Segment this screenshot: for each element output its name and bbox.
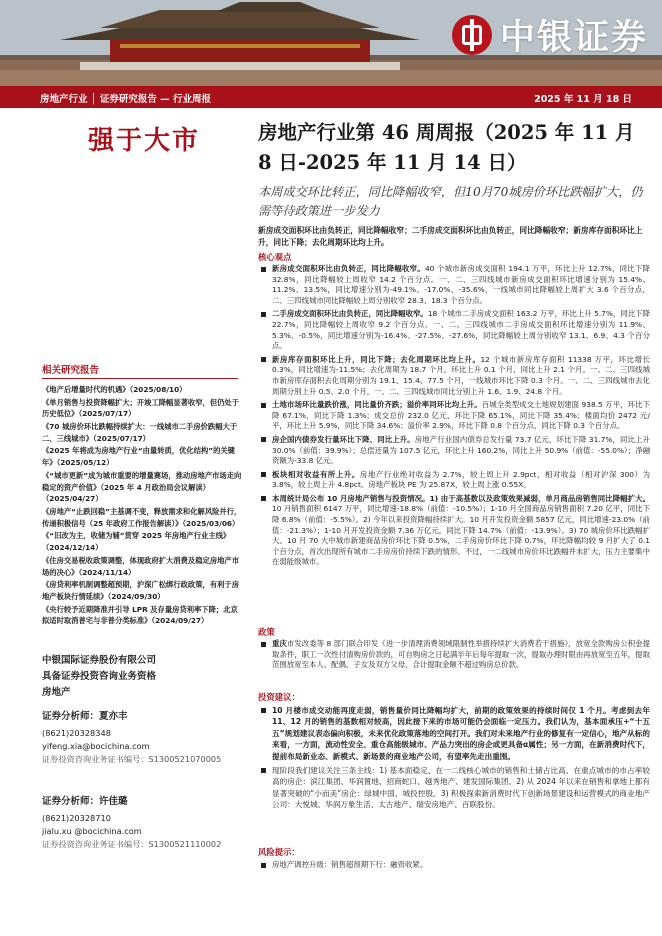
related-report-item[interactable]: 《单月销售与投资降幅扩大；开竣工降幅显著收窄，但仍处于历史低位》（2025/07/17） — [42, 397, 240, 419]
bullet-lead: 二手房成交面积环比由负转正，同比降幅收窄。 — [272, 309, 428, 319]
bullet-lead: 新房库存面积环比上升，同比下降；去化周期环比均上升。 — [272, 354, 481, 364]
bullet-text: 12 个城市新房库存面积 11338 万平，环比增长 0.3%，同比增速为-11.5%；去化周期为 18.7 个月，环比上升 0.1 个月，同比上升 2.1 个月。一、二、三四线城市新房库存面积去化周期分别为 19.1、15.4、77.5 个月，一线城市环比下降 0.3 个月。一、二、三四线城市去化周期分别上升 0.5、2.0 个月，一、二、三四线城市同比分别上升 1.6、1.9、24.8 个月。 — [272, 354, 650, 396]
related-reports-heading: 相关研究报告 — [42, 362, 238, 379]
company-name: 中银国际证券股份有限公司 — [42, 655, 157, 666]
related-report-item[interactable]: 《住房交易税收政策调整，体现政府扩大消费及稳定房地产市场的决心》（2024/11/14） — [42, 555, 240, 577]
analyst-name: 证券分析师：夏亦丰 — [42, 711, 128, 722]
related-report-item[interactable]: 《地产后增量时代的机遇》（2025/08/10） — [42, 385, 187, 394]
bullet-text: 房地产调控升级：销售超预期下行：融资收紧。 — [272, 860, 428, 869]
rating-stamp: 强于大市 — [88, 126, 201, 156]
related-report-item[interactable]: 《70 城房价环比跌幅持续扩大：一线城市二手房价跌幅大于二、三线城市》（2025/07/17） — [42, 421, 238, 443]
bullet-text: 18 个城市二手房成交面积 163.2 万平，环比上升 5.7%，同比下降 22.7%，同比降幅较上周收窄 9.2 个百分点。一、二、三四线城市二手房成交面积环比增速分别为 11.9%、5.3%、-0.5%，同比增速分别为-16.4%、-27.5%、-27.6%，同比降幅较上周分别收窄 13.1、6.9、4.3 个百分点。 — [272, 309, 650, 351]
list-item — [258, 435, 650, 467]
analyst-name: 证券分析师：许佳璐 — [42, 796, 128, 807]
list-item — [258, 309, 650, 351]
sidebar — [30, 108, 243, 936]
related-report-item[interactable]: 《央行较予近期降准并引导 LPR 及存量房贷利率下降；北京拟适时取消普宅与非普分类标准》（2024/09/27） — [42, 604, 238, 626]
bullet-lead: 板块相对收益有所上升。 — [272, 469, 360, 479]
list-item — [258, 400, 650, 432]
related-report-item[interactable]: 《2025 年将成为房地产行业“由量转质，优化结构”的关键年》（2025/05/12） — [42, 446, 235, 468]
list-item — [258, 765, 650, 811]
related-reports-list — [42, 384, 242, 628]
sector-name: 房地产 — [42, 687, 71, 698]
bullet-text: 市发改委等 8 部门联合印发《进一步清理消费领域限制性举措持续扩大消费若干措施》，放宽全款购房公积金提取条件，职工一次性付清购房价款的，可自购房之日起满半年后每年提取一次，提取办理时限由再放宽至五年，提取范围放宽至本人、配偶、子女及双方父母，合计提取金额不超过购房总价款。 — [272, 639, 650, 670]
report-date: 2025 年 11 月 18 日 — [534, 94, 632, 105]
analyst-email[interactable]: jialu.xu @bocichina.com — [42, 826, 142, 836]
analyst-card — [42, 795, 247, 851]
list-item — [258, 264, 650, 306]
company-info — [42, 653, 242, 701]
related-report-item[interactable]: 《房地产“止跌回稳”主基调不变，释放需求和化解风险并行，传递积极信号（25 年政府工作报告解读）》（2025/03/06） — [42, 506, 242, 528]
list-item — [258, 639, 650, 671]
bullet-lead: 房企国内债券发行量环比下降、同比上升。 — [272, 434, 415, 444]
related-report-item[interactable]: 《“城市更新”成为城市重要的增量赛场，推动房地产市场走向稳定的资产价值》（2025 年 4 月政治局会议解读）（2025/04/27） — [42, 470, 242, 504]
related-report-item[interactable]: 《房贷利率机制调整超预期，沪深广松绑行政政策，有利于房地产板块行情延续》（2024/09/30） — [42, 580, 240, 601]
analyst-phone: (8621)20328348 — [42, 728, 111, 738]
bullet-text: 现阶段我们建议关注三条主线：1) 基本面稳定、在一二线核心城市的销售和土储占比高、在重点城市的市占率较高的房企：滨江集团、华润置地、招商蛇口、越秀地产、建发国际集团。2) 从 2024 年以来在销售和拿地上都有显著突破的“小而美”房企：绿城中国、城投控股。3) 积极探索新消费时代下创新场景建设和运营模式的商业地产公司：大悦城、华润万象生活、太古地产、瑞安房地产、百联股份。 — [272, 766, 650, 810]
section-heading-core: 核心观点 — [258, 252, 292, 262]
list-item — [258, 494, 650, 568]
page-title: 房地产行业第 46 周周报（2025 年 11 月 8 日-2025 年 11 月 14 日） — [258, 121, 635, 174]
related-report-item[interactable]: 《“旧改为主，收储为辅”贯穿 2025 年房地产行业主线》（2024/12/14） — [42, 531, 231, 553]
bullet-text: 10 月销售面积 6147 万平，同比增速-18.8%（前值：-10.5%）；1-10 月全国商品房销售面积 7.20 亿平，同比下降 6.8%（前值：-5.5%）。2) 今年以来投资降幅持续扩大。10 月开发投资金额 5857 亿元，同比增速-23.0%（前值：-21.3%）；1-10 月开发投资金额 7.36 万亿元，同比下降 14.7%（前值：-13.9%）。3) 70 城房价环比跌幅扩大。10 月 70 大中城市新建商品房价环比下降 0.5%，二手房房价环比下降 0.7%，环比降幅均较 9 月扩大了 0.1 个百分点，首次出现所有城市二手房房价持续下跌的情形。不过，一二线城市房价环比跌幅并未扩大，压力主要集中在弱能级城市。 — [272, 504, 650, 567]
analyst-email[interactable]: yifeng.xia@bocichina.com — [42, 741, 150, 751]
bullet-text: 房地产行业绝对收益为 2.7%，较上周上升 2.9pct，相对收益（相对沪深 300）为 3.8%，较上周上升 4.8pct。房地产板块 PE 为 25.87X，较上周上涨 0.55X。 — [272, 469, 650, 490]
list-item — [258, 355, 650, 397]
section-heading-advice: 投资建议： — [258, 692, 300, 702]
bullet-lead: 10 月楼市成交动能再度走弱，销售量价同比降幅均扩大，前期的政策效果的持续时间仅 1 个月。考虑到去年 11、12 月的销售的基数相对较高，因此接下来的市场可能仍会面临一定压力。我们认为，基本面承压+“十五五”规划建议表态偏向积极，未来优化政策落地的空间打开。我们对未来地产行业的修复有一定信心，地产从标的来看，一方面，流动性安全、重仓高能级城市、产品力突出的房企或更具备α属性；另一方面，在新消费时代下，提前布局新业态、新模式、新场景的商业地产公司，有望率先走出重围。 — [272, 706, 650, 761]
bullet-lead: 本周统计局公布 10 月房地产销售与投资情况。1) 由于高基数以及政策效果减弱，单月商品房销售同比降幅扩大。 — [272, 493, 650, 503]
core-points-list — [258, 264, 650, 571]
bullet-lead: 土地市场环比量跌价涨，同比量价齐跌；溢价率同环比均上升。 — [272, 400, 482, 410]
bullet-text: 百城全类型成交土地规划建面 938.5 万平，环比下降 67.1%，同比下降 1.3%；成交总价 232.0 亿元，环比下降 65.1%，同比下降 35.4%；楼面均价 2472 元/平，环比上升 5.9%，同比下降 34.6%；溢价率 2.9%，环比下降 0.8 个百分点，同比下降 0.3 个百分点。 — [272, 400, 651, 431]
company-logo — [452, 10, 648, 60]
policy-points-list — [258, 639, 650, 674]
analyst-cert: 证券投资咨询业务证书编号：S1300521110002 — [42, 839, 222, 849]
header-banner — [0, 0, 662, 86]
analyst-card — [42, 710, 247, 766]
section-heading-policy: 政策 — [258, 627, 275, 637]
analyst-cert: 证券投资咨询业务证书编号：S1300521070005 — [42, 754, 222, 764]
boc-logo-icon — [452, 15, 492, 55]
list-item — [258, 860, 650, 871]
risk-points-list — [258, 860, 650, 874]
list-item — [258, 705, 650, 762]
report-header-bar — [0, 86, 662, 108]
bullet-text: 40 个城市新房成交面积 194.1 万平，环比上升 12.7%，同比下降 32.8%，同比降幅较上周收窄 14.2 个百分点。一、二、三四线城市新房成交面积环比增速分别为 15.4%、11.2%、13.5%，同比增速分别为-49.1%、-17.0%、-35.6%，一线城市同比降幅较上周扩大 3.6 个百分点，二、三四线城市同比降幅较上周分别收窄 28.3、18.3 个百分点。 — [272, 264, 650, 305]
advice-points-list — [258, 705, 650, 814]
logo-text: 中银证券 — [499, 18, 648, 58]
bullet-lead: 新房成交面积环比由负转正，同比降幅收窄。 — [272, 264, 425, 273]
section-heading-risk: 风险提示： — [258, 847, 300, 857]
company-qualification: 具备证券投资咨询业务资格 — [42, 671, 157, 682]
report-category: 房地产行业 │ 证券研究报告 — 行业周报 — [40, 94, 211, 105]
page-subtitle: 本周成交环比转正，同比降幅收窄，但10月70城房价环比跌幅扩大，仍需等待政策进一步发力 — [258, 185, 643, 218]
list-item — [258, 470, 650, 491]
bullet-lead: 重庆 — [272, 639, 287, 648]
analyst-phone: (8621)20328710 — [42, 813, 111, 823]
bullet-text: 房地产行业国内债券总发行量 73.7 亿元，环比下降 31.7%，同比上升 30.0%（前值：39.9%）；总偿还量为 107.5 亿元，环比上升 160.2%，同比上升 50.9%（前值：-55.0%）；净融资额为-33.8 亿元。 — [272, 434, 650, 466]
summary-text: 新房成交面积环比由负转正，同比降幅收窄；二手房成交面积环比由负转正，同比降幅收窄；新房库存面积环比上升，同比下降；去化周期环比均上升。 — [258, 226, 643, 247]
